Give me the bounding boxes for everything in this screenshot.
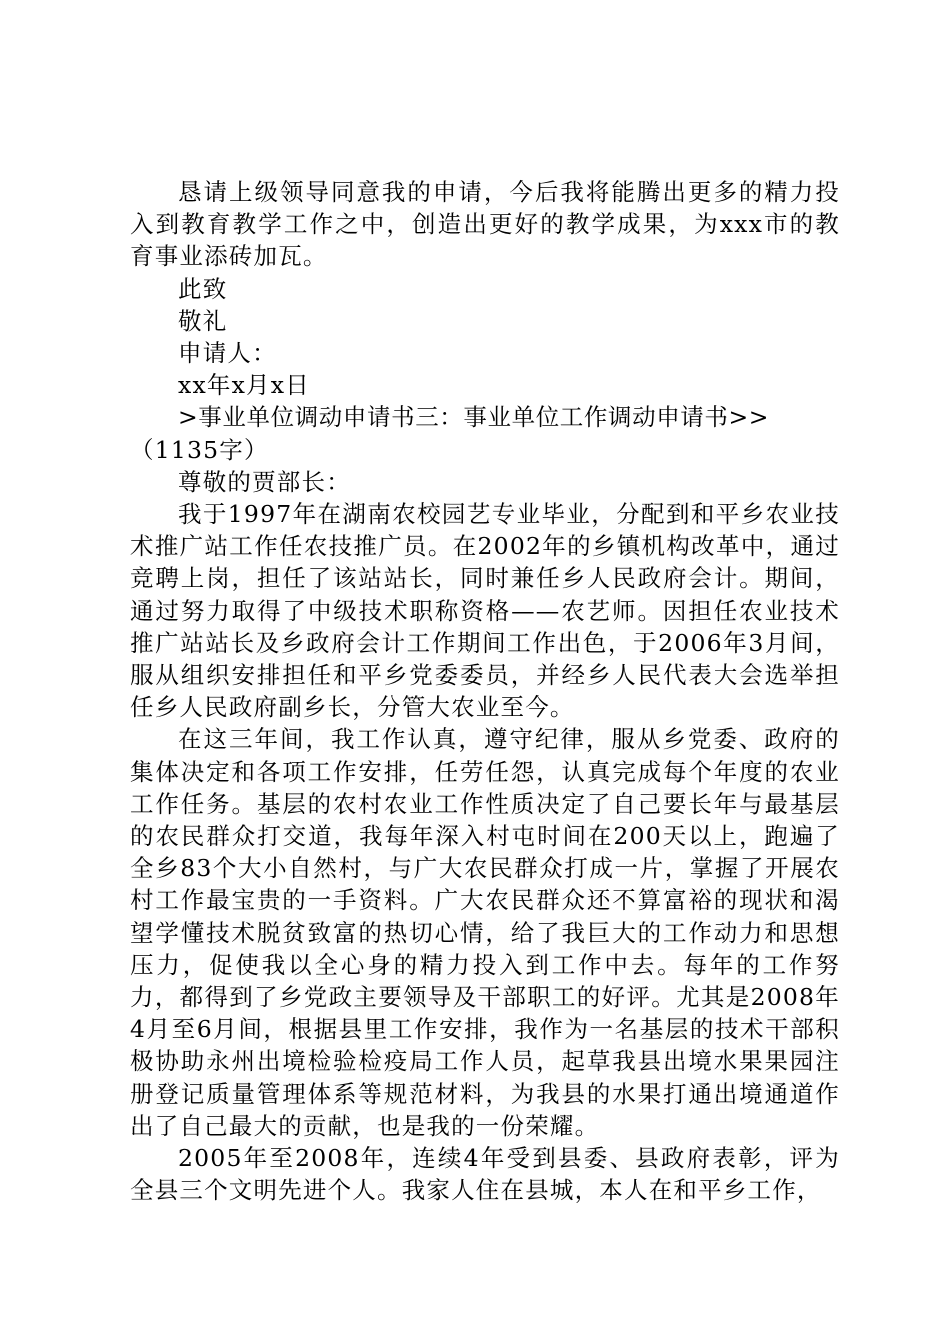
closing-request-paragraph: 恳请上级领导同意我的申请，今后我将能腾出更多的精力投入到教育教学工作之中，创造出更好的教学成果，为xxx市的教育事业添砖加瓦。 (130, 178, 840, 271)
date-line: xx年x月x日 (178, 371, 310, 400)
applicant-label: 申请人： (178, 339, 277, 368)
greeting-line: 尊敬的贾部长： (178, 467, 351, 496)
salutation-jingli: 敬礼 (178, 306, 228, 335)
document-body (130, 176, 840, 1207)
work-paragraph: 在这三年间，我工作认真，遵守纪律，服从乡党委、政府的集体决定和各项工作安排，任劳任怨，认真完成每个年度的农业工作任务。基层的农村农业工作性质决定了自己要长年与最基层的农民群众打交道，我每年深入村屯时间在200天以上，跑遍了全乡83个大小自然村，与广大农民群众打成一片，掌握了开展农村工作最宝贵的一手资料。广大农民群众还不算富裕的现状和渴望学懂技术脱贫致富的热切心情，给了我巨大的工作动力和思想压力，促使我以全心身的精力投入到工作中去。每年的工作努力，都得到了乡党政主要领导及干部职工的好评。尤其是2008年4月至6月间，根据县里工作安排，我作为一名基层的技术干部积极协助永州出境检验检疫局工作人员，起草我县出境水果果园注册登记质量管理体系等规范材料，为我县的水果打通出境通道作出了自己最大的贡献，也是我的一份荣耀。 (130, 725, 840, 1140)
award-paragraph: 2005年至2008年，连续4年受到县委、县政府表彰，评为全县三个文明先进个人。我家人住在县城，本人在和平乡工作， (130, 1144, 840, 1205)
section-heading: >事业单位调动申请书三：事业单位工作调动申请书>> (178, 403, 770, 432)
background-paragraph: 我于1997年在湖南农校园艺专业毕业，分配到和平乡农业技术推广站工作任农技推广员。在2002年的乡镇机构改革中，通过竞聘上岗，担任了该站站长，同时兼任乡人民政府会计。期间，通过努力取得了中级技术职称资格——农艺师。因担任农业技术推广站站长及乡政府会计工作期间工作出色，于2006年3月间，服从组织安排担任和平乡党委委员，并经乡人民代表大会选举担任乡人民政府副乡长，分管大农业至今。 (130, 500, 840, 722)
word-count: （1135字） (130, 435, 269, 464)
salutation-cizhi: 此致 (178, 274, 228, 303)
